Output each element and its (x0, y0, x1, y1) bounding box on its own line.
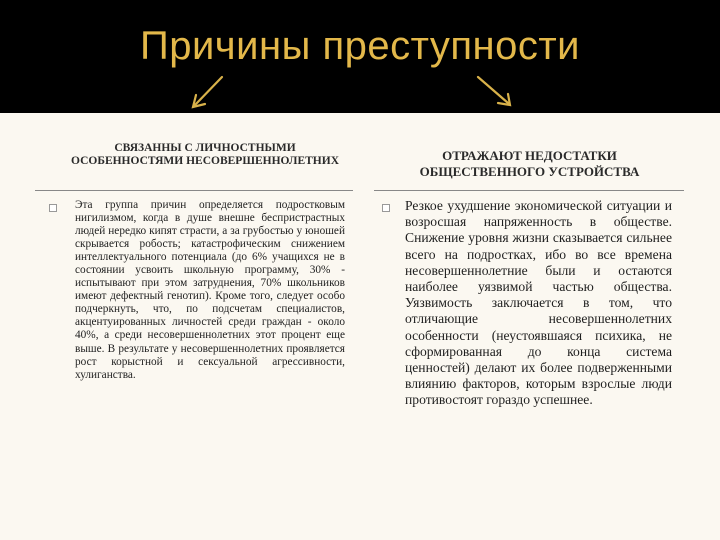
right-bullet-icon (382, 204, 390, 212)
page-title: Причины преступности (139, 24, 581, 68)
right-body-text: Резкое ухудшение экономической ситуации и возросшая напряженность в обществе. Снижение уровня жизни сказывается сильнее всего на подростках, ибо во все времена несовершеннолетние были и остаются наиболее уязвимой частью общества. Уязвимость заключается в том, что отличающие несовершеннолетних особенности (неустоявшаяся психика, не сформированная до конца система ценностей) делают их более подверженными влиянию факторов, которым взрослые люди противостоят гораздо успешнее. (405, 198, 672, 408)
right-divider (374, 190, 684, 191)
right-arrow-icon (478, 77, 508, 103)
left-arrow-icon (195, 77, 222, 105)
content-panel (0, 113, 720, 540)
arrows (0, 70, 720, 115)
left-heading: СВЯЗАННЫ С ЛИЧНОСТНЫМИ ОСОБЕННОСТЯМИ НЕСОВЕРШЕННОЛЕТНИХ (71, 142, 339, 167)
right-heading: ОТРАЖАЮТ НЕДОСТАТКИ ОБЩЕСТВЕННОГО УСТРОЙСТВА (419, 148, 640, 179)
left-bullet-icon (49, 204, 57, 212)
header-bar (0, 0, 720, 113)
left-divider (35, 190, 353, 191)
left-body-text: Эта группа причин определяется подростковым нигилизмом, когда в душе внешне беспристрастных людей нередко кипят страсти, а за грубостью у юношей скрывается робость; катастрофическим снижением интеллектуального потенциала (до 6% учащихся не в состоянии усвоить школьную программу, 30% - испытывают при этом затруднения, 70% школьников имеют дефектный генотип). Кроме того, следует особо подчеркнуть, что, по подсчетам специалистов, акцентуированных личностей среди граждан - около 40%, а среди несовершеннолетних этот процент еще выше. В результате у несовершеннолетних проявляется рост корыстной и сексуальной агрессивности, хулиганства. (75, 199, 345, 381)
